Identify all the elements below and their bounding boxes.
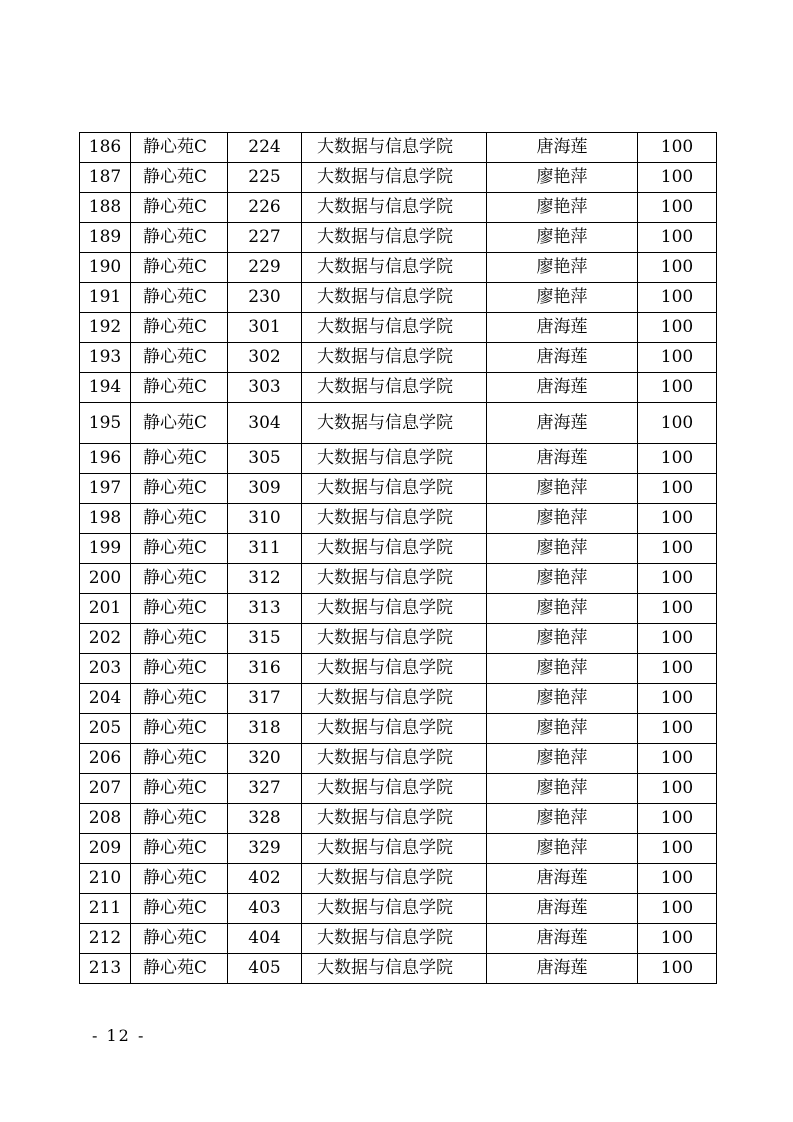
cell-room: 312 [228, 564, 302, 594]
cell-building: 静心苑C [131, 834, 228, 864]
cell-room: 404 [228, 924, 302, 954]
cell-name: 唐海莲 [487, 954, 638, 984]
cell-college: 大数据与信息学院 [302, 774, 487, 804]
cell-room: 230 [228, 283, 302, 313]
cell-score: 100 [638, 534, 717, 564]
cell-score: 100 [638, 624, 717, 654]
cell-name: 廖艳萍 [487, 804, 638, 834]
table-row [80, 283, 717, 313]
cell-building: 静心苑C [131, 133, 228, 163]
cell-name: 唐海莲 [487, 864, 638, 894]
cell-building: 静心苑C [131, 954, 228, 984]
cell-name: 廖艳萍 [487, 163, 638, 193]
cell-college: 大数据与信息学院 [302, 474, 487, 504]
cell-number: 205 [80, 714, 131, 744]
cell-number: 203 [80, 654, 131, 684]
cell-college: 大数据与信息学院 [302, 894, 487, 924]
cell-college: 大数据与信息学院 [302, 654, 487, 684]
cell-college: 大数据与信息学院 [302, 343, 487, 373]
cell-name: 唐海莲 [487, 313, 638, 343]
table-row [80, 343, 717, 373]
cell-number: 211 [80, 894, 131, 924]
cell-score: 100 [638, 283, 717, 313]
table-row [80, 444, 717, 474]
cell-college: 大数据与信息学院 [302, 253, 487, 283]
cell-number: 202 [80, 624, 131, 654]
cell-room: 311 [228, 534, 302, 564]
cell-score: 100 [638, 864, 717, 894]
table-row [80, 403, 717, 444]
cell-number: 190 [80, 253, 131, 283]
cell-score: 100 [638, 654, 717, 684]
cell-score: 100 [638, 373, 717, 403]
cell-number: 191 [80, 283, 131, 313]
table-row [80, 804, 717, 834]
cell-name: 唐海莲 [487, 444, 638, 474]
cell-building: 静心苑C [131, 504, 228, 534]
table-row [80, 163, 717, 193]
table-row [80, 924, 717, 954]
table-row [80, 253, 717, 283]
cell-name: 廖艳萍 [487, 223, 638, 253]
cell-score: 100 [638, 714, 717, 744]
cell-room: 316 [228, 654, 302, 684]
table-row [80, 223, 717, 253]
cell-building: 静心苑C [131, 313, 228, 343]
cell-room: 225 [228, 163, 302, 193]
cell-name: 唐海莲 [487, 343, 638, 373]
cell-building: 静心苑C [131, 223, 228, 253]
cell-college: 大数据与信息学院 [302, 223, 487, 253]
cell-number: 192 [80, 313, 131, 343]
cell-college: 大数据与信息学院 [302, 624, 487, 654]
cell-name: 廖艳萍 [487, 684, 638, 714]
cell-number: 210 [80, 864, 131, 894]
page-number: - 12 - [92, 1026, 146, 1045]
cell-college: 大数据与信息学院 [302, 534, 487, 564]
table-row [80, 954, 717, 984]
cell-score: 100 [638, 403, 717, 444]
cell-number: 195 [80, 403, 131, 444]
cell-score: 100 [638, 804, 717, 834]
cell-college: 大数据与信息学院 [302, 133, 487, 163]
cell-name: 廖艳萍 [487, 534, 638, 564]
cell-room: 309 [228, 474, 302, 504]
table-row [80, 624, 717, 654]
cell-name: 廖艳萍 [487, 253, 638, 283]
cell-building: 静心苑C [131, 684, 228, 714]
cell-building: 静心苑C [131, 624, 228, 654]
cell-college: 大数据与信息学院 [302, 313, 487, 343]
cell-college: 大数据与信息学院 [302, 444, 487, 474]
cell-number: 188 [80, 193, 131, 223]
cell-number: 201 [80, 594, 131, 624]
cell-room: 305 [228, 444, 302, 474]
cell-building: 静心苑C [131, 894, 228, 924]
table-row [80, 373, 717, 403]
cell-score: 100 [638, 954, 717, 984]
cell-college: 大数据与信息学院 [302, 283, 487, 313]
cell-building: 静心苑C [131, 594, 228, 624]
cell-college: 大数据与信息学院 [302, 804, 487, 834]
cell-room: 301 [228, 313, 302, 343]
cell-building: 静心苑C [131, 474, 228, 504]
cell-number: 206 [80, 744, 131, 774]
table-row [80, 534, 717, 564]
cell-room: 304 [228, 403, 302, 444]
cell-building: 静心苑C [131, 444, 228, 474]
cell-college: 大数据与信息学院 [302, 834, 487, 864]
cell-name: 廖艳萍 [487, 594, 638, 624]
cell-college: 大数据与信息学院 [302, 924, 487, 954]
cell-number: 186 [80, 133, 131, 163]
cell-room: 315 [228, 624, 302, 654]
cell-room: 318 [228, 714, 302, 744]
cell-name: 廖艳萍 [487, 744, 638, 774]
cell-building: 静心苑C [131, 193, 228, 223]
cell-building: 静心苑C [131, 564, 228, 594]
cell-building: 静心苑C [131, 163, 228, 193]
table-row [80, 654, 717, 684]
cell-building: 静心苑C [131, 714, 228, 744]
cell-number: 187 [80, 163, 131, 193]
cell-room: 320 [228, 744, 302, 774]
cell-room: 224 [228, 133, 302, 163]
cell-name: 唐海莲 [487, 924, 638, 954]
cell-score: 100 [638, 774, 717, 804]
cell-name: 廖艳萍 [487, 774, 638, 804]
cell-score: 100 [638, 504, 717, 534]
cell-college: 大数据与信息学院 [302, 504, 487, 534]
cell-name: 廖艳萍 [487, 714, 638, 744]
cell-score: 100 [638, 744, 717, 774]
cell-score: 100 [638, 133, 717, 163]
cell-number: 194 [80, 373, 131, 403]
cell-number: 204 [80, 684, 131, 714]
cell-building: 静心苑C [131, 283, 228, 313]
cell-name: 唐海莲 [487, 133, 638, 163]
cell-score: 100 [638, 223, 717, 253]
cell-score: 100 [638, 924, 717, 954]
cell-college: 大数据与信息学院 [302, 954, 487, 984]
cell-score: 100 [638, 343, 717, 373]
cell-room: 226 [228, 193, 302, 223]
cell-score: 100 [638, 313, 717, 343]
table-row [80, 313, 717, 343]
cell-number: 198 [80, 504, 131, 534]
cell-room: 403 [228, 894, 302, 924]
cell-room: 402 [228, 864, 302, 894]
cell-building: 静心苑C [131, 343, 228, 373]
cell-number: 199 [80, 534, 131, 564]
cell-name: 廖艳萍 [487, 474, 638, 504]
cell-number: 193 [80, 343, 131, 373]
cell-room: 405 [228, 954, 302, 984]
cell-score: 100 [638, 594, 717, 624]
cell-name: 唐海莲 [487, 373, 638, 403]
table-row [80, 594, 717, 624]
cell-building: 静心苑C [131, 924, 228, 954]
cell-name: 廖艳萍 [487, 193, 638, 223]
cell-building: 静心苑C [131, 373, 228, 403]
cell-name: 唐海莲 [487, 894, 638, 924]
cell-score: 100 [638, 564, 717, 594]
cell-college: 大数据与信息学院 [302, 403, 487, 444]
cell-name: 廖艳萍 [487, 654, 638, 684]
table-row [80, 564, 717, 594]
cell-number: 207 [80, 774, 131, 804]
cell-building: 静心苑C [131, 804, 228, 834]
cell-building: 静心苑C [131, 403, 228, 444]
table-row [80, 193, 717, 223]
cell-score: 100 [638, 834, 717, 864]
cell-room: 327 [228, 774, 302, 804]
dormitory-score-table [79, 132, 717, 984]
table-row [80, 774, 717, 804]
cell-college: 大数据与信息学院 [302, 864, 487, 894]
cell-college: 大数据与信息学院 [302, 744, 487, 774]
cell-number: 213 [80, 954, 131, 984]
table-row [80, 504, 717, 534]
cell-room: 227 [228, 223, 302, 253]
cell-score: 100 [638, 163, 717, 193]
cell-room: 229 [228, 253, 302, 283]
cell-number: 200 [80, 564, 131, 594]
cell-college: 大数据与信息学院 [302, 594, 487, 624]
cell-college: 大数据与信息学院 [302, 714, 487, 744]
cell-college: 大数据与信息学院 [302, 193, 487, 223]
cell-room: 302 [228, 343, 302, 373]
cell-college: 大数据与信息学院 [302, 564, 487, 594]
table-row [80, 714, 717, 744]
cell-room: 328 [228, 804, 302, 834]
cell-name: 廖艳萍 [487, 504, 638, 534]
table-row [80, 894, 717, 924]
cell-name: 廖艳萍 [487, 283, 638, 313]
cell-number: 196 [80, 444, 131, 474]
cell-room: 310 [228, 504, 302, 534]
cell-name: 唐海莲 [487, 403, 638, 444]
cell-building: 静心苑C [131, 534, 228, 564]
cell-college: 大数据与信息学院 [302, 163, 487, 193]
cell-number: 197 [80, 474, 131, 504]
cell-score: 100 [638, 894, 717, 924]
cell-score: 100 [638, 444, 717, 474]
cell-number: 208 [80, 804, 131, 834]
cell-room: 317 [228, 684, 302, 714]
table-row [80, 133, 717, 163]
cell-name: 廖艳萍 [487, 834, 638, 864]
cell-number: 189 [80, 223, 131, 253]
cell-name: 廖艳萍 [487, 624, 638, 654]
cell-score: 100 [638, 684, 717, 714]
cell-building: 静心苑C [131, 744, 228, 774]
cell-building: 静心苑C [131, 774, 228, 804]
cell-score: 100 [638, 474, 717, 504]
cell-building: 静心苑C [131, 253, 228, 283]
cell-room: 313 [228, 594, 302, 624]
table-row [80, 864, 717, 894]
table-row [80, 744, 717, 774]
cell-college: 大数据与信息学院 [302, 684, 487, 714]
cell-number: 212 [80, 924, 131, 954]
cell-name: 廖艳萍 [487, 564, 638, 594]
cell-college: 大数据与信息学院 [302, 373, 487, 403]
table-row [80, 474, 717, 504]
cell-score: 100 [638, 193, 717, 223]
cell-score: 100 [638, 253, 717, 283]
cell-number: 209 [80, 834, 131, 864]
cell-room: 329 [228, 834, 302, 864]
cell-building: 静心苑C [131, 864, 228, 894]
table-row [80, 684, 717, 714]
table-row [80, 834, 717, 864]
table-body [80, 133, 717, 984]
cell-room: 303 [228, 373, 302, 403]
cell-building: 静心苑C [131, 654, 228, 684]
